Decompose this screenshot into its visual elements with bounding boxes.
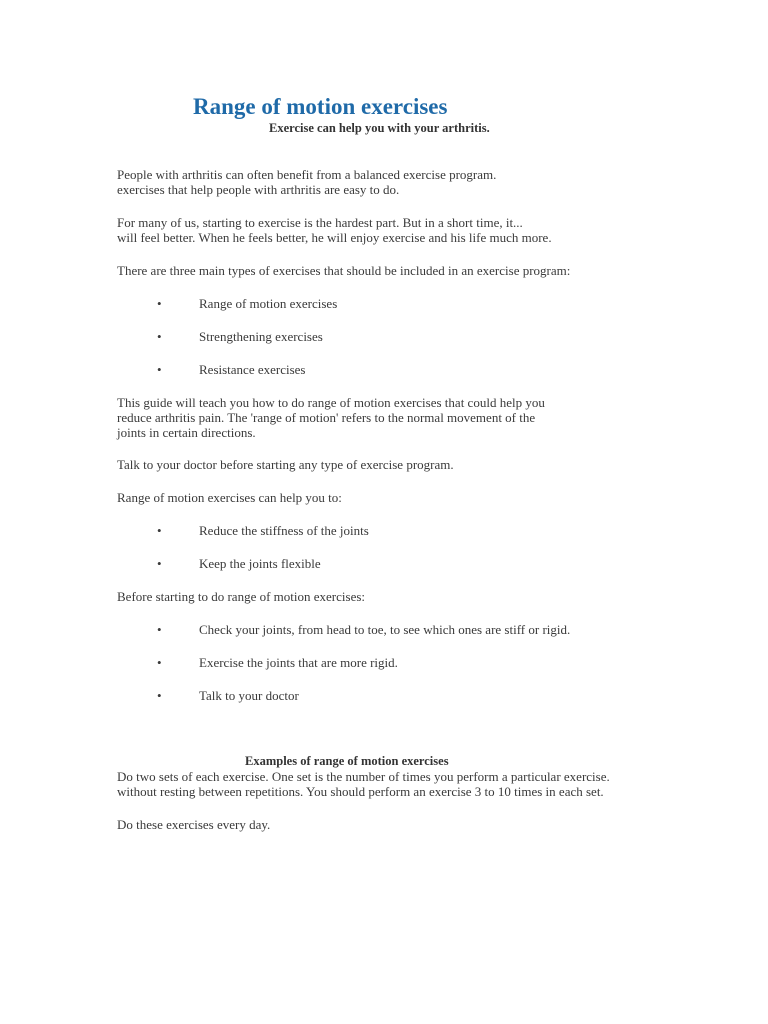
list-item: Range of motion exercises bbox=[199, 296, 338, 311]
page-title: Range of motion exercises bbox=[193, 94, 448, 119]
para2-line-2: will feel better. When he feels better, he will enjoy exercise and his life much more. bbox=[117, 230, 552, 245]
intro-line-2: exercises that help people with arthritis are easy to do. bbox=[117, 182, 400, 197]
types-intro: There are three main types of exercises that should be included in an exercise program: bbox=[117, 263, 571, 278]
list-item: Exercise the joints that are more rigid. bbox=[199, 655, 398, 670]
bullet-icon: • bbox=[157, 296, 162, 311]
guide-line-3: joints in certain directions. bbox=[117, 425, 256, 440]
bullet-icon: • bbox=[157, 556, 162, 571]
bullet-icon: • bbox=[157, 523, 162, 538]
bullet-icon: • bbox=[157, 688, 162, 703]
bullet-icon: • bbox=[157, 362, 162, 377]
intro-line-1: People with arthritis can often benefit from a balanced exercise program. bbox=[117, 167, 497, 182]
list-item: Reduce the stiffness of the joints bbox=[199, 523, 369, 538]
help-intro: Range of motion exercises can help you to: bbox=[117, 490, 342, 505]
page-subtitle: Exercise can help you with your arthritis. bbox=[269, 121, 490, 135]
list-item: Strengthening exercises bbox=[199, 329, 323, 344]
list-item: Talk to your doctor bbox=[199, 688, 299, 703]
daily-note: Do these exercises every day. bbox=[117, 817, 271, 832]
examples-line-2: without resting between repetitions. You should perform an exercise 3 to 10 times in each set. bbox=[117, 784, 604, 799]
guide-line-2: reduce arthritis pain. The 'range of motion' refers to the normal movement of the bbox=[117, 410, 536, 425]
bullet-icon: • bbox=[157, 622, 162, 637]
doctor-note: Talk to your doctor before starting any type of exercise program. bbox=[117, 457, 454, 472]
examples-line-1: Do two sets of each exercise. One set is the number of times you perform a particular exercise. bbox=[117, 769, 610, 784]
bullet-icon: • bbox=[157, 655, 162, 670]
examples-heading: Examples of range of motion exercises bbox=[245, 754, 449, 768]
list-item: Resistance exercises bbox=[199, 362, 306, 377]
para2-line-1: For many of us, starting to exercise is the hardest part. But in a short time, it... bbox=[117, 215, 523, 230]
bullet-icon: • bbox=[157, 329, 162, 344]
before-intro: Before starting to do range of motion exercises: bbox=[117, 589, 366, 604]
guide-line-1: This guide will teach you how to do range of motion exercises that could help you bbox=[117, 395, 545, 410]
list-item: Keep the joints flexible bbox=[199, 556, 321, 571]
list-item: Check your joints, from head to toe, to see which ones are stiff or rigid. bbox=[199, 622, 571, 637]
